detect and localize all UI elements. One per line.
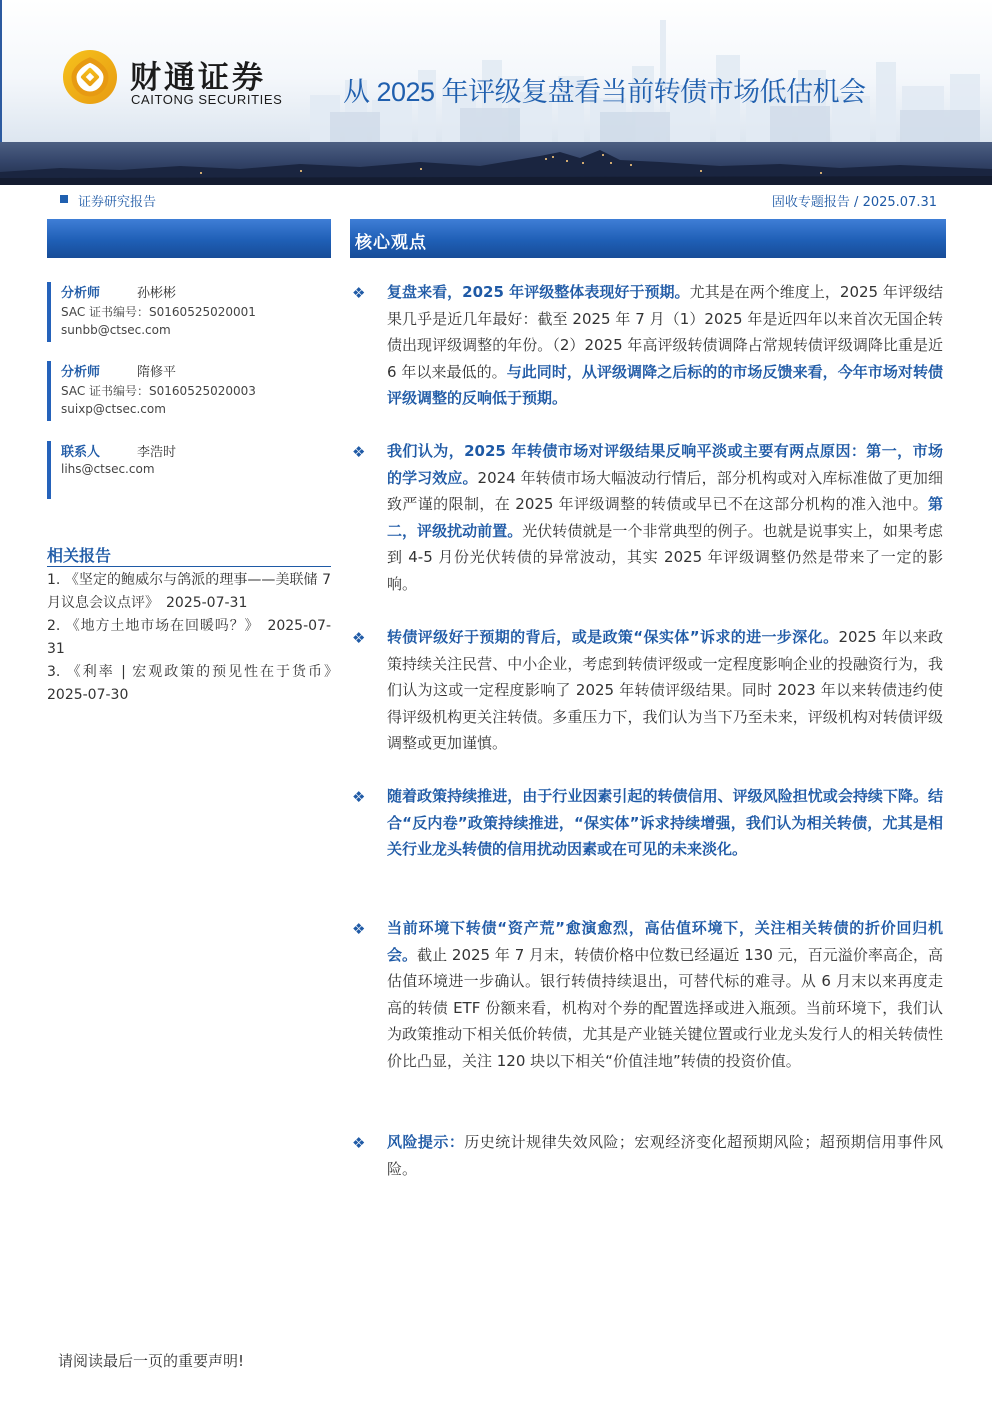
diamond-bullet-icon: ❖ — [352, 1134, 366, 1152]
header-left-rule — [0, 0, 2, 142]
analyst-role: 分析师 — [61, 365, 101, 380]
contact-role: 联系人 — [61, 445, 101, 460]
date-separator: / — [854, 195, 863, 210]
analyst-name: 孙彬彬 — [137, 286, 177, 301]
analyst-cert: SAC 证书编号：S0160525020003 — [61, 384, 256, 398]
bullet-text: 光伏转债就是一个非常典型的例子。也就是说事实上，如果考虑到 4-5 月份光伏转债的异常波动，其实 2025 年评级调整仍然是带来了一定的影响。 — [387, 521, 943, 593]
bullet-highlight: 第二，评级扰动前置。 — [387, 495, 943, 540]
diamond-bullet-icon: ❖ — [352, 920, 366, 938]
analyst-cert: SAC 证书编号：S0160525020001 — [61, 305, 256, 319]
bullet-highlight: 与此同时，从评级调降之后标的的市场反馈来看，今年市场对转债评级调整的反响低于预期。 — [387, 362, 943, 407]
diamond-bullet-icon: ❖ — [352, 788, 366, 806]
city-night-illustration — [0, 142, 992, 185]
bullet-text: 2024 年转债市场大幅波动行情后，部分机构或对入库标准做了更加细致严谨的限制，在 2025 年评级调整的转债或早已不在这部分机构的准入池中。 — [387, 468, 943, 513]
bullet-text: 截止 2025 年 7 月末，转债价格中位数已经逼近 130 元，百元溢价率高企，高估值环境进一步确认。银行转债持续退出，可替代标的难寻。从 6 月末以来再度走高的转债 ETF 份额来看，机构对个券的配置选择或进入瓶颈。当前环境下，我们认为政策推动下相关低价转债，尤其是产业链关键位置或行业龙头发行人的相关转债性价比凸显，关注 120 块以下相关“价值洼地”转债的投资价值。 — [387, 945, 943, 1070]
risk-text: 历史统计规律失效风险；宏观经济变化超预期风险；超预期信用事件风险。 — [387, 1133, 943, 1178]
analyst-card — [47, 361, 337, 421]
doc-category-date — [772, 191, 937, 210]
contact-email[interactable]: lihs@ctsec.com — [61, 462, 155, 476]
bullet-paragraph — [387, 915, 943, 1074]
related-reports-list — [47, 569, 345, 707]
doc-type-label: 证券研究报告 — [78, 195, 157, 210]
caitong-logo-icon — [60, 46, 120, 108]
bullet-highlight: 随着政策持续推进，由于行业因素引起的转债信用、评级风险担忧或会持续下降。结合“反内卷”政策持续推进，“保实体”诉求持续增强，我们认为相关转债，尤其是相关行业龙头转债的信用扰动因素或在可见的未来淡化。 — [387, 787, 943, 858]
bullet-paragraph — [387, 438, 943, 597]
bullet-paragraph — [387, 1129, 943, 1182]
diamond-bullet-icon: ❖ — [352, 284, 366, 302]
analyst-role: 分析师 — [61, 286, 101, 301]
contact-rule — [47, 441, 51, 499]
bullet-paragraph — [387, 279, 943, 412]
analyst-email[interactable]: sunbb@ctsec.com — [61, 323, 171, 337]
related-report-item[interactable]: 2. 《地方土地市场在回暖吗？》 2025-07-31 — [47, 618, 331, 657]
brand-name-cn: 财通证券 — [130, 60, 266, 96]
core-section-title: 核心观点 — [355, 233, 427, 253]
contact-card — [47, 441, 337, 499]
doc-date: 2025.07.31 — [862, 195, 937, 210]
bullet-highlight: 当前环境下转债“资产荒”愈演愈烈，高估值环境下，关注相关转债的折价回归机会。 — [387, 919, 943, 964]
doc-category: 固收专题报告 — [771, 195, 850, 210]
left-header-bar — [47, 219, 331, 258]
bullet-paragraph — [387, 624, 943, 757]
contact-name: 李浩时 — [137, 445, 177, 460]
related-report-item[interactable]: 1. 《坚定的鲍威尔与鸽派的理事——美联储 7 月议息会议点评》 2025-07-31 — [47, 572, 331, 611]
analyst-rule — [47, 282, 51, 342]
related-reports-rule — [47, 566, 331, 567]
bullet-text: 尤其是在两个维度上，2025 年评级结果几乎是近几年最好：截至 2025 年 7 月（1）2025 年是近四年以来首次无国企转债出现评级调整的年份。（2）2025 年高评级转债调降占常规转债评级调降比重是近 6 年以来最低的。 — [387, 283, 943, 381]
analyst-name: 隋修平 — [137, 365, 177, 380]
bullet-paragraph — [387, 783, 943, 863]
square-marker-icon — [60, 195, 68, 203]
report-header — [0, 0, 992, 185]
disclaimer-note: 请阅读最后一页的重要声明! — [58, 1352, 245, 1370]
related-reports-title: 相关报告 — [47, 546, 112, 565]
report-title: 从 2025 年评级复盘看当前转债市场低估机会 — [343, 77, 866, 107]
diamond-bullet-icon: ❖ — [352, 443, 366, 461]
related-report-item[interactable]: 3. 《利率 | 宏观政策的预见性在于货币》 2025-07-30 — [47, 664, 345, 703]
bullet-highlight: 转债评级好于预期的背后，或是政策“保实体”诉求的进一步深化。 — [387, 628, 839, 646]
diamond-bullet-icon: ❖ — [352, 629, 366, 647]
bullet-text: 2025 年以来政策持续关注民营、中小企业，考虑到转债评级或一定程度影响企业的投融资行为，我们认为这或一定程度影响了 2025 年转债评级结果。同时 2023 年以来转债违约使得评级机构更关注转债。多重压力下，我们认为当下乃至未来，评级机构对转债评级调整或更加谨慎。 — [387, 628, 943, 752]
core-header-bar — [350, 219, 946, 258]
analyst-email[interactable]: suixp@ctsec.com — [61, 402, 166, 416]
risk-label: 风险提示： — [387, 1133, 465, 1151]
analyst-rule — [47, 361, 51, 421]
brand-name-en: CAITONG SECURITIES — [131, 92, 283, 107]
analyst-card — [47, 282, 337, 342]
bullet-highlight: 我们认为，2025 年转债市场对评级结果反响平淡或主要有两点原因：第一，市场的学习效应。 — [387, 442, 943, 487]
bullet-highlight: 复盘来看，2025 年评级整体表现好于预期。 — [387, 283, 690, 301]
